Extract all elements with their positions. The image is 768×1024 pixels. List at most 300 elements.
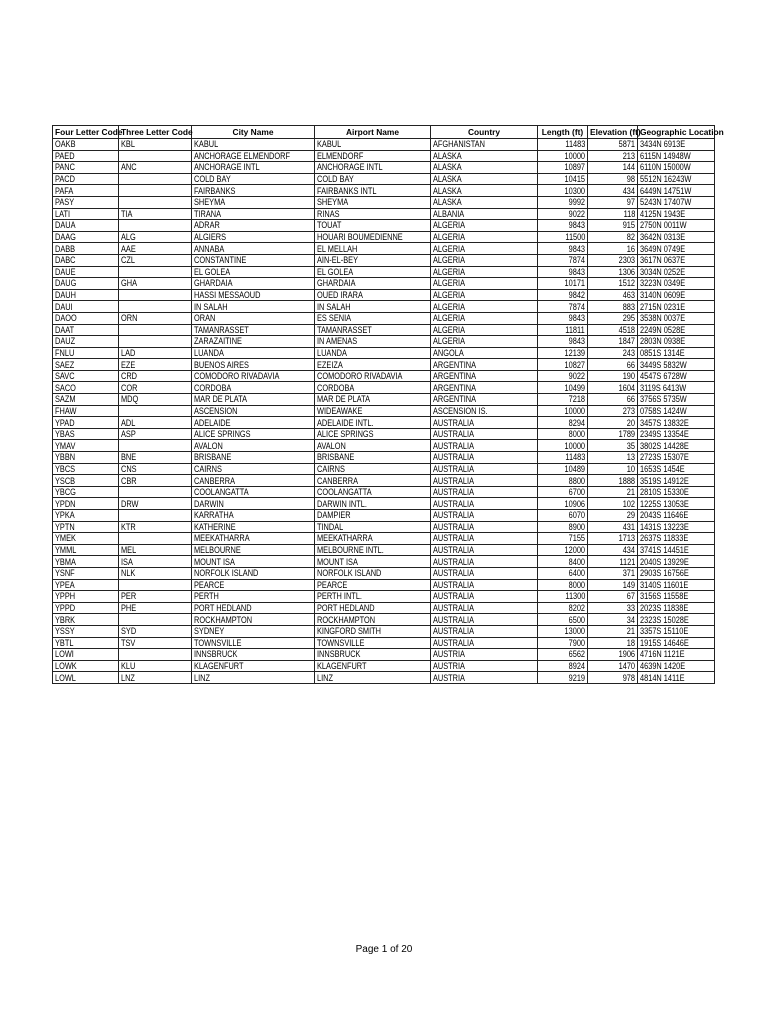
cell-text: NLK bbox=[121, 568, 136, 579]
cell-length bbox=[538, 637, 588, 649]
cell-text: ALASKA bbox=[433, 150, 462, 161]
cell-text: 9842 bbox=[568, 290, 585, 301]
cell-country bbox=[431, 162, 538, 174]
cell-text: KBL bbox=[121, 139, 135, 150]
cell-elevation bbox=[588, 637, 638, 649]
cell-text: 5871 bbox=[618, 139, 635, 150]
cell-text: DAUE bbox=[55, 266, 76, 277]
cell-elevation bbox=[588, 220, 638, 232]
cell-text: AVALON bbox=[194, 440, 223, 451]
cell-geo-location bbox=[638, 312, 715, 324]
cell-four-letter-code bbox=[53, 625, 119, 637]
header-city-name: City Name bbox=[192, 126, 315, 139]
cell-geo-location bbox=[638, 521, 715, 533]
cell-airport-name bbox=[315, 672, 431, 684]
cell-text: 12139 bbox=[564, 347, 585, 358]
cell-text: 3617N 0637E bbox=[640, 255, 686, 266]
cell-text: 2715N 0231E bbox=[640, 301, 686, 312]
cell-airport-name bbox=[315, 347, 431, 359]
cell-city-name bbox=[192, 475, 315, 487]
cell-geo-location bbox=[638, 359, 715, 371]
cell-text: 1121 bbox=[619, 556, 635, 567]
cell-text: 2249N 0528E bbox=[640, 324, 686, 335]
cell-text: AUSTRALIA bbox=[433, 603, 475, 614]
cell-text: 3756S 5735W bbox=[640, 394, 687, 405]
cell-text: PANC bbox=[55, 162, 75, 173]
cell-text: PERTH bbox=[194, 591, 219, 602]
table-row bbox=[53, 289, 715, 301]
cell-airport-name bbox=[315, 428, 431, 440]
cell-airport-name bbox=[315, 567, 431, 579]
cell-geo-location bbox=[638, 486, 715, 498]
cell-text: 34 bbox=[626, 614, 635, 625]
cell-text: 5243N 17407W bbox=[640, 197, 692, 208]
cell-four-letter-code bbox=[53, 382, 119, 394]
cell-airport-name bbox=[315, 185, 431, 197]
cell-text: 8924 bbox=[568, 661, 585, 672]
cell-text: TOUAT bbox=[317, 220, 342, 231]
cell-text: HASSI MESSAOUD bbox=[194, 290, 261, 301]
cell-text: KLAGENFURT bbox=[194, 661, 244, 672]
cell-text: 7874 bbox=[568, 301, 585, 312]
cell-geo-location bbox=[638, 498, 715, 510]
cell-text: GHARDAIA bbox=[317, 278, 356, 289]
cell-airport-name bbox=[315, 173, 431, 185]
table-row bbox=[53, 463, 715, 475]
cell-text: FNLU bbox=[55, 347, 75, 358]
cell-four-letter-code bbox=[53, 394, 119, 406]
cell-four-letter-code bbox=[53, 660, 119, 672]
cell-elevation bbox=[588, 498, 638, 510]
cell-text: YPAD bbox=[55, 417, 75, 428]
cell-text: WIDEAWAKE bbox=[317, 405, 363, 416]
cell-text: KABUL bbox=[317, 139, 342, 150]
cell-four-letter-code bbox=[53, 139, 119, 151]
cell-country bbox=[431, 382, 538, 394]
cell-text: 20 bbox=[626, 417, 635, 428]
cell-text: 6500 bbox=[568, 614, 585, 625]
cell-text: LOWI bbox=[55, 649, 74, 660]
cell-geo-location bbox=[638, 602, 715, 614]
cell-airport-name bbox=[315, 243, 431, 255]
cell-text: 1847 bbox=[618, 336, 635, 347]
cell-text: 3156S 11558E bbox=[640, 591, 689, 602]
cell-text: 10 bbox=[626, 463, 635, 474]
cell-country bbox=[431, 660, 538, 672]
cell-text: KARRATHA bbox=[194, 510, 234, 521]
cell-city-name bbox=[192, 440, 315, 452]
cell-length bbox=[538, 266, 588, 278]
cell-geo-location bbox=[638, 475, 715, 487]
cell-elevation bbox=[588, 649, 638, 661]
cell-elevation bbox=[588, 139, 638, 151]
cell-four-letter-code bbox=[53, 556, 119, 568]
cell-text: TIA bbox=[121, 208, 133, 219]
cell-airport-name bbox=[315, 405, 431, 417]
cell-country bbox=[431, 556, 538, 568]
cell-length bbox=[538, 150, 588, 162]
table-row bbox=[53, 278, 715, 290]
cell-text: YPKA bbox=[55, 510, 75, 521]
cell-text: YBRK bbox=[55, 614, 76, 625]
cell-text: SHEYMA bbox=[317, 197, 349, 208]
cell-four-letter-code bbox=[53, 498, 119, 510]
cell-text: 6110N 15000W bbox=[640, 162, 691, 173]
cell-text: 16 bbox=[626, 243, 635, 254]
table-row bbox=[53, 220, 715, 232]
header-country: Country bbox=[431, 126, 538, 139]
cell-text: ALGERIA bbox=[433, 255, 465, 266]
cell-airport-name bbox=[315, 637, 431, 649]
cell-geo-location bbox=[638, 139, 715, 151]
cell-airport-name bbox=[315, 544, 431, 556]
cell-text: ASCENSION bbox=[194, 405, 238, 416]
cell-length bbox=[538, 452, 588, 464]
cell-text: 6115N 14948W bbox=[640, 150, 691, 161]
cell-geo-location bbox=[638, 533, 715, 545]
table-row bbox=[53, 243, 715, 255]
cell-text: COOLANGATTA bbox=[317, 487, 372, 498]
cell-text: PEARCE bbox=[317, 579, 348, 590]
cell-text: GHARDAIA bbox=[194, 278, 233, 289]
cell-text: ADRAR bbox=[194, 220, 220, 231]
cell-text: YPPD bbox=[55, 603, 76, 614]
table-row bbox=[53, 521, 715, 533]
cell-four-letter-code bbox=[53, 243, 119, 255]
cell-airport-name bbox=[315, 579, 431, 591]
cell-text: YSCB bbox=[55, 475, 76, 486]
cell-city-name bbox=[192, 521, 315, 533]
cell-text: 66 bbox=[626, 359, 635, 370]
cell-three-letter-code bbox=[119, 579, 192, 591]
cell-text: 2303 bbox=[618, 255, 635, 266]
cell-length bbox=[538, 289, 588, 301]
cell-city-name bbox=[192, 463, 315, 475]
cell-four-letter-code bbox=[53, 510, 119, 522]
cell-text: 8000 bbox=[568, 429, 585, 440]
cell-text: YPDN bbox=[55, 498, 76, 509]
cell-text: AUSTRALIA bbox=[433, 440, 475, 451]
cell-elevation bbox=[588, 440, 638, 452]
cell-text: MELBOURNE INTL. bbox=[317, 545, 384, 556]
cell-airport-name bbox=[315, 266, 431, 278]
cell-three-letter-code bbox=[119, 173, 192, 185]
table-row bbox=[53, 173, 715, 185]
cell-text: 3538N 0037E bbox=[640, 313, 686, 324]
cell-text: LNZ bbox=[121, 672, 135, 683]
table-row bbox=[53, 672, 715, 684]
cell-city-name bbox=[192, 452, 315, 464]
cell-elevation bbox=[588, 417, 638, 429]
cell-text: DAAT bbox=[55, 324, 75, 335]
cell-text: TINDAL bbox=[317, 521, 344, 532]
cell-city-name bbox=[192, 567, 315, 579]
cell-text: YBCG bbox=[55, 487, 76, 498]
cell-four-letter-code bbox=[53, 208, 119, 220]
cell-country bbox=[431, 185, 538, 197]
cell-length bbox=[538, 382, 588, 394]
cell-text: 1470 bbox=[618, 661, 635, 672]
cell-airport-name bbox=[315, 150, 431, 162]
cell-text: 3140S 11601E bbox=[640, 579, 689, 590]
table-row bbox=[53, 312, 715, 324]
cell-text: AVALON bbox=[317, 440, 346, 451]
cell-text: OUED IRARA bbox=[317, 290, 363, 301]
cell-country bbox=[431, 347, 538, 359]
cell-text: PAFA bbox=[55, 185, 74, 196]
cell-text: 915 bbox=[622, 220, 635, 231]
cell-text: AUSTRIA bbox=[433, 661, 465, 672]
cell-geo-location bbox=[638, 672, 715, 684]
cell-four-letter-code bbox=[53, 463, 119, 475]
cell-text: MEEKATHARRA bbox=[317, 533, 373, 544]
cell-text: AUSTRALIA bbox=[433, 417, 475, 428]
cell-airport-name bbox=[315, 289, 431, 301]
cell-text: IN SALAH bbox=[317, 301, 351, 312]
cell-text: MELBOURNE bbox=[194, 545, 241, 556]
cell-text: ORAN bbox=[194, 313, 216, 324]
cell-elevation bbox=[588, 463, 638, 475]
cell-text: 11483 bbox=[565, 139, 585, 150]
cell-country bbox=[431, 289, 538, 301]
cell-text: ALGIERS bbox=[194, 232, 226, 243]
cell-text: 10499 bbox=[564, 382, 585, 393]
cell-elevation bbox=[588, 579, 638, 591]
cell-text: YPEA bbox=[55, 579, 75, 590]
cell-text: YBAS bbox=[55, 429, 75, 440]
cell-text: ALGERIA bbox=[433, 243, 465, 254]
cell-airport-name bbox=[315, 196, 431, 208]
table-row bbox=[53, 544, 715, 556]
cell-text: PASY bbox=[55, 197, 75, 208]
cell-text: 4716N 1121E bbox=[640, 649, 685, 660]
table-row bbox=[53, 382, 715, 394]
cell-text: SAEZ bbox=[55, 359, 75, 370]
cell-airport-name bbox=[315, 208, 431, 220]
cell-elevation bbox=[588, 278, 638, 290]
cell-city-name bbox=[192, 533, 315, 545]
cell-elevation bbox=[588, 231, 638, 243]
cell-three-letter-code bbox=[119, 405, 192, 417]
cell-text: MDQ bbox=[121, 394, 139, 405]
cell-text: 10000 bbox=[564, 405, 585, 416]
table-row bbox=[53, 649, 715, 661]
cell-text: 8400 bbox=[568, 556, 585, 567]
cell-city-name bbox=[192, 637, 315, 649]
cell-three-letter-code bbox=[119, 370, 192, 382]
cell-text: FHAW bbox=[55, 405, 77, 416]
table-row bbox=[53, 510, 715, 522]
cell-country bbox=[431, 475, 538, 487]
cell-airport-name bbox=[315, 440, 431, 452]
cell-country bbox=[431, 544, 538, 556]
cell-text: 1306 bbox=[618, 266, 635, 277]
cell-elevation bbox=[588, 382, 638, 394]
cell-country bbox=[431, 463, 538, 475]
cell-text: 102 bbox=[622, 498, 635, 509]
cell-geo-location bbox=[638, 625, 715, 637]
cell-four-letter-code bbox=[53, 521, 119, 533]
cell-country bbox=[431, 266, 538, 278]
cell-three-letter-code bbox=[119, 475, 192, 487]
cell-text: 3140N 0609E bbox=[640, 290, 686, 301]
cell-elevation bbox=[588, 544, 638, 556]
cell-city-name bbox=[192, 498, 315, 510]
cell-text: TOWNSVILLE bbox=[194, 637, 242, 648]
cell-text: SAZM bbox=[55, 394, 76, 405]
cell-elevation bbox=[588, 591, 638, 603]
table-row bbox=[53, 591, 715, 603]
cell-text: 9843 bbox=[568, 266, 585, 277]
cell-country bbox=[431, 567, 538, 579]
cell-text: PAED bbox=[55, 150, 75, 161]
cell-text: CNS bbox=[121, 463, 137, 474]
cell-text: 67 bbox=[626, 591, 635, 602]
cell-length bbox=[538, 672, 588, 684]
cell-text: COMODORO RIVADAVIA bbox=[194, 371, 280, 382]
cell-text: COR bbox=[121, 382, 138, 393]
cell-text: 6449N 14751W bbox=[640, 185, 692, 196]
cell-text: DABB bbox=[55, 243, 76, 254]
cell-city-name bbox=[192, 625, 315, 637]
cell-text: 21 bbox=[626, 487, 635, 498]
cell-elevation bbox=[588, 150, 638, 162]
cell-text: AAE bbox=[121, 243, 136, 254]
cell-text: SYD bbox=[121, 626, 137, 637]
cell-four-letter-code bbox=[53, 475, 119, 487]
cell-text: ALGERIA bbox=[433, 301, 465, 312]
cell-text: 2750N 0011W bbox=[640, 220, 687, 231]
cell-three-letter-code bbox=[119, 556, 192, 568]
cell-text: 1604 bbox=[618, 382, 635, 393]
cell-text: MOUNT ISA bbox=[317, 556, 358, 567]
cell-length bbox=[538, 510, 588, 522]
cell-length bbox=[538, 139, 588, 151]
table-row bbox=[53, 533, 715, 545]
cell-text: 0851S 1314E bbox=[640, 347, 685, 358]
cell-length bbox=[538, 196, 588, 208]
cell-text: 13000 bbox=[564, 626, 585, 637]
cell-four-letter-code bbox=[53, 289, 119, 301]
cell-text: AUSTRALIA bbox=[433, 568, 475, 579]
cell-three-letter-code bbox=[119, 440, 192, 452]
cell-geo-location bbox=[638, 301, 715, 313]
cell-text: PHE bbox=[121, 603, 137, 614]
cell-three-letter-code bbox=[119, 394, 192, 406]
table-row bbox=[53, 440, 715, 452]
cell-length bbox=[538, 162, 588, 174]
cell-length bbox=[538, 614, 588, 626]
cell-country bbox=[431, 370, 538, 382]
cell-length bbox=[538, 370, 588, 382]
header-elevation: Elevation (ft) bbox=[588, 126, 638, 139]
cell-city-name bbox=[192, 556, 315, 568]
cell-text: YPPH bbox=[55, 591, 76, 602]
cell-city-name bbox=[192, 289, 315, 301]
cell-text: 3519S 14912E bbox=[640, 475, 689, 486]
cell-text: BRISBANE bbox=[317, 452, 355, 463]
cell-text: 3357S 15110E bbox=[640, 626, 689, 637]
cell-elevation bbox=[588, 660, 638, 672]
cell-text: 11300 bbox=[565, 591, 585, 602]
cell-length bbox=[538, 440, 588, 452]
cell-text: KTR bbox=[121, 521, 136, 532]
cell-text: CZL bbox=[121, 255, 135, 266]
cell-three-letter-code bbox=[119, 544, 192, 556]
cell-text: 2810S 15330E bbox=[640, 487, 689, 498]
cell-four-letter-code bbox=[53, 440, 119, 452]
cell-text: CAIRNS bbox=[317, 463, 345, 474]
cell-geo-location bbox=[638, 289, 715, 301]
cell-text: 5512N 16243W bbox=[640, 174, 692, 185]
cell-length bbox=[538, 278, 588, 290]
cell-text: AUSTRALIA bbox=[433, 429, 475, 440]
cell-text: 243 bbox=[622, 347, 635, 358]
cell-airport-name bbox=[315, 521, 431, 533]
cell-text: 98 bbox=[626, 174, 635, 185]
cell-four-letter-code bbox=[53, 452, 119, 464]
cell-elevation bbox=[588, 266, 638, 278]
table-row bbox=[53, 324, 715, 336]
cell-text: 82 bbox=[626, 232, 635, 243]
cell-elevation bbox=[588, 428, 638, 440]
cell-text: 434 bbox=[622, 185, 635, 196]
cell-text: 35 bbox=[626, 440, 635, 451]
cell-text: 1789 bbox=[618, 429, 635, 440]
cell-text: DABC bbox=[55, 255, 76, 266]
cell-four-letter-code bbox=[53, 150, 119, 162]
cell-city-name bbox=[192, 649, 315, 661]
cell-country bbox=[431, 405, 538, 417]
cell-length bbox=[538, 486, 588, 498]
cell-geo-location bbox=[638, 544, 715, 556]
cell-text: EL GOLEA bbox=[194, 266, 231, 277]
cell-text: PER bbox=[121, 591, 137, 602]
cell-length bbox=[538, 533, 588, 545]
cell-city-name bbox=[192, 208, 315, 220]
cell-text: 978 bbox=[622, 672, 635, 683]
cell-text: CRD bbox=[121, 371, 137, 382]
cell-city-name bbox=[192, 486, 315, 498]
cell-airport-name bbox=[315, 254, 431, 266]
cell-text: 11500 bbox=[565, 232, 585, 243]
cell-country bbox=[431, 591, 538, 603]
table-row bbox=[53, 139, 715, 151]
cell-text: DAUA bbox=[55, 220, 76, 231]
cell-city-name bbox=[192, 150, 315, 162]
cell-city-name bbox=[192, 254, 315, 266]
cell-text: SHEYMA bbox=[194, 197, 226, 208]
cell-length bbox=[538, 602, 588, 614]
cell-text: HOUARI BOUMEDIENNE bbox=[317, 232, 403, 243]
cell-length bbox=[538, 521, 588, 533]
cell-text: ARGENTINA bbox=[433, 371, 477, 382]
cell-text: 12000 bbox=[564, 545, 585, 556]
cell-city-name bbox=[192, 544, 315, 556]
cell-text: DRW bbox=[121, 498, 139, 509]
cell-four-letter-code bbox=[53, 254, 119, 266]
cell-text: IN SALAH bbox=[194, 301, 228, 312]
cell-airport-name bbox=[315, 417, 431, 429]
cell-country bbox=[431, 312, 538, 324]
cell-length bbox=[538, 208, 588, 220]
cell-text: 3741S 14451E bbox=[640, 545, 689, 556]
cell-text: YBCS bbox=[55, 463, 76, 474]
cell-text: AUSTRALIA bbox=[433, 510, 475, 521]
cell-text: ALGERIA bbox=[433, 266, 465, 277]
cell-text: 1512 bbox=[618, 278, 635, 289]
table-row bbox=[53, 394, 715, 406]
